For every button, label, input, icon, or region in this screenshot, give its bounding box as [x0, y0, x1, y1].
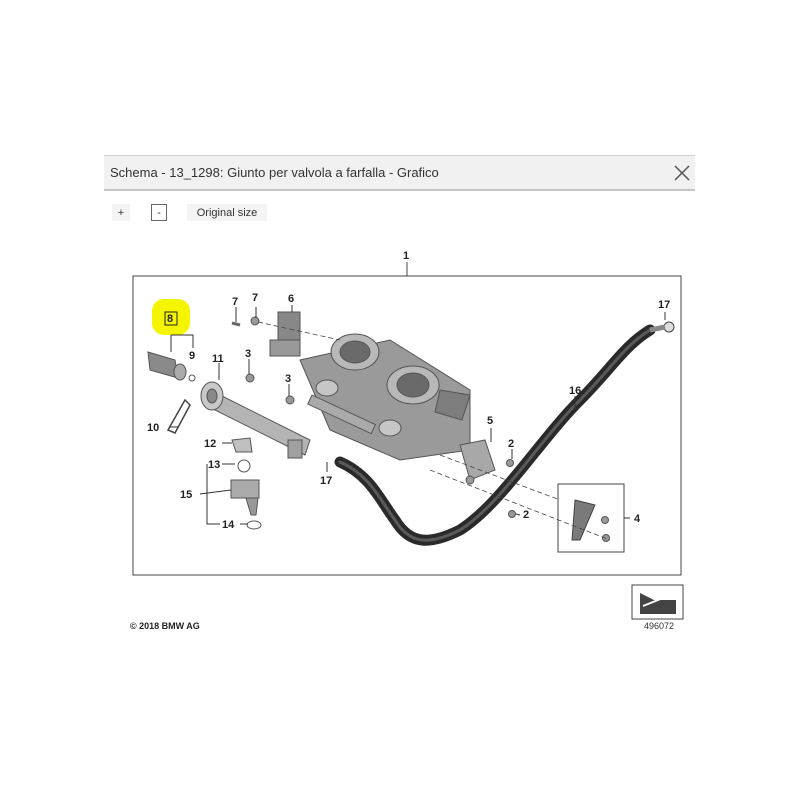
callout-15: 15 — [180, 489, 193, 501]
callout-4: 4 — [634, 513, 641, 525]
callout-14: 14 — [222, 519, 235, 531]
fuel-rail — [201, 382, 310, 458]
callout-9: 9 — [189, 350, 196, 362]
sensor-6 — [270, 312, 300, 356]
injector-15 — [231, 460, 261, 529]
callout-17a: 17 — [320, 475, 333, 487]
callout-3a: 3 — [245, 348, 252, 360]
throttle-body — [300, 334, 470, 460]
callout-17b: 17 — [658, 299, 671, 311]
callout-2b: 2 — [523, 509, 530, 521]
callout-10: 10 — [147, 422, 160, 434]
callout-1: 1 — [403, 250, 410, 262]
zoom-in-button[interactable]: + — [112, 204, 130, 221]
dialog-title: Schema - 13_1298: Giunto per valvola a farfalla - Grafico — [110, 165, 439, 180]
copyright-text: © 2018 BMW AG — [130, 621, 200, 631]
callout-8: 8 — [167, 313, 174, 325]
callout-5: 5 — [487, 415, 494, 427]
callout-16: 16 — [569, 385, 582, 397]
clip-12 — [232, 438, 252, 452]
callout-13: 13 — [208, 459, 221, 471]
callout-7b: 7 — [252, 292, 259, 304]
callout-7a: 7 — [232, 296, 239, 308]
original-size-button[interactable]: Original size — [187, 204, 267, 221]
callout-3b: 3 — [285, 373, 292, 385]
sensor-8 — [148, 352, 195, 381]
clip-10 — [168, 400, 190, 433]
zoom-out-button[interactable]: - — [151, 204, 167, 221]
bracket-5 — [460, 440, 495, 480]
image-number: 496072 — [644, 621, 675, 631]
hose-clamp-17 — [664, 322, 674, 332]
subassembly-frame-4 — [558, 484, 624, 552]
callout-12: 12 — [204, 438, 217, 450]
callout-11: 11 — [212, 353, 224, 365]
callout-6: 6 — [288, 293, 295, 305]
callout-2a: 2 — [508, 438, 515, 450]
